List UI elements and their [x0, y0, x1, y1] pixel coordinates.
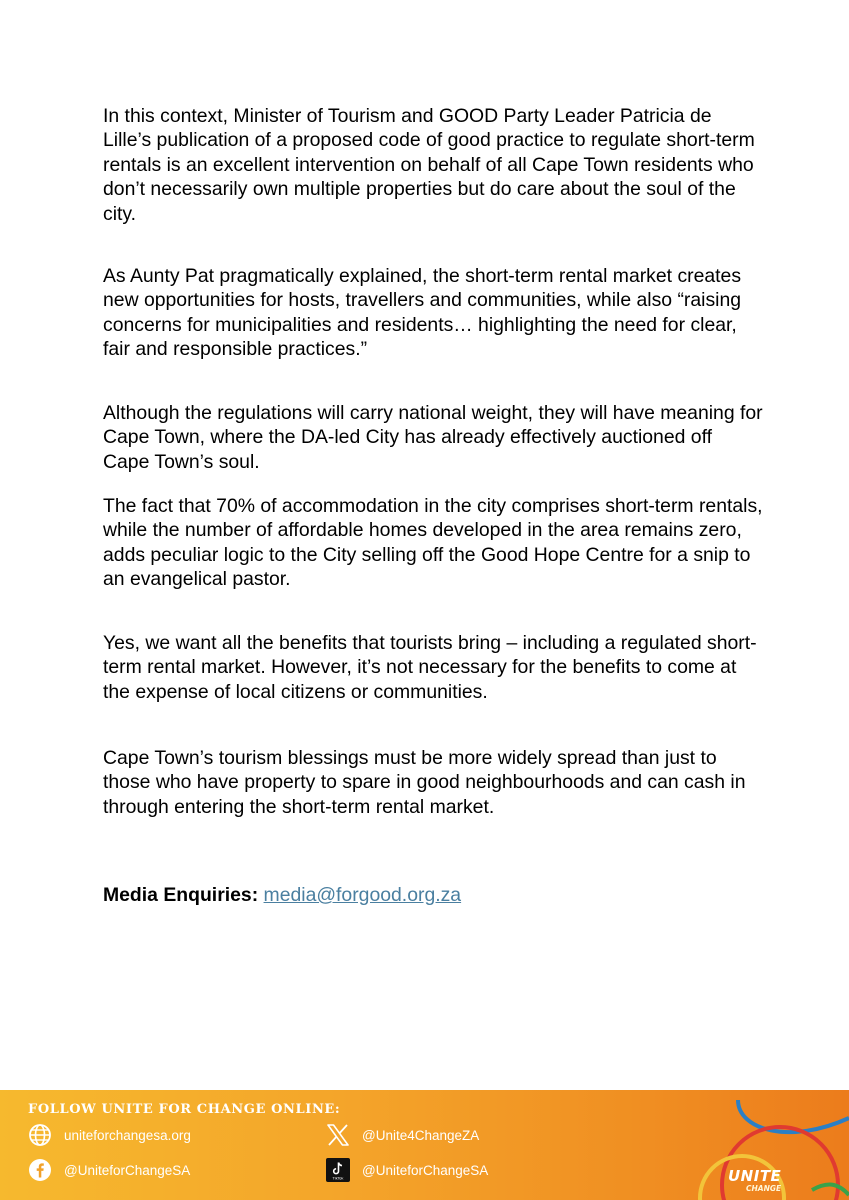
facebook-icon: [26, 1158, 54, 1182]
x-logo-icon: [324, 1123, 352, 1147]
media-enquiries: [103, 883, 461, 907]
paragraph-2: As Aunty Pat pragmatically explained, the short-term rental market creates new opportunities for hosts, travellers and communities, while also “raising concerns for municipalities and residents… highlighting the need for clear, fair and responsible practices.”: [103, 265, 742, 361]
tiktok-icon-label: TikTok: [332, 1176, 344, 1181]
website-text: uniteforchangesa.org: [64, 1127, 191, 1143]
paragraph-5: Yes, we want all the benefits that tourists bring – including a regulated short-term rental market. However, it’s not necessary for the benefits to come at the expense of local citizens or communities.: [103, 632, 757, 703]
social-footer: [0, 1090, 849, 1200]
x-text: @Unite4ChangeZA: [362, 1127, 480, 1143]
paragraph-6: Cape Town’s tourism blessings must be more widely spread than just to those who have property to spare in good neighbourhoods and can cash in through entering the short-term rental market.: [103, 747, 746, 818]
tiktok-link[interactable]: [324, 1158, 488, 1182]
facebook-text: @UniteforChangeSA: [64, 1162, 191, 1178]
x-link[interactable]: [324, 1123, 479, 1147]
website-link[interactable]: [26, 1123, 191, 1147]
media-email-link[interactable]: media@forgood.org.za: [263, 884, 462, 906]
follow-heading: FOLLOW UNITE FOR CHANGE ONLINE:: [28, 1102, 341, 1117]
unite-for-change-logo: [680, 1090, 849, 1200]
media-enquiries-label: Media Enquiries:: [103, 884, 259, 906]
logo-subtitle: CHANGE: [746, 1184, 782, 1193]
globe-icon: [26, 1123, 54, 1147]
logo-title: UNITE: [728, 1167, 782, 1185]
facebook-link[interactable]: [26, 1158, 190, 1182]
paragraph-4: The fact that 70% of accommodation in the city comprises short-term rentals, while the number of affordable homes developed in the area remains zero, adds peculiar logic to the City selling off the Good Hope Centre for a snip to an evangelical pastor.: [103, 495, 763, 591]
tiktok-icon: [324, 1158, 352, 1182]
tiktok-text: @UniteforChangeSA: [362, 1162, 489, 1178]
paragraph-1: In this context, Minister of Tourism and GOOD Party Leader Patricia de Lille’s publication of a proposed code of good practice to regulate short-term rentals is an excellent intervention on behalf of all Cape Town residents who don’t necessarily own multiple properties but do care about the soul of the city.: [103, 105, 755, 225]
paragraph-3: Although the regulations will carry national weight, they will have meaning for Cape Town, where the DA-led City has already effectively auctioned off Cape Town’s soul.: [103, 402, 763, 473]
